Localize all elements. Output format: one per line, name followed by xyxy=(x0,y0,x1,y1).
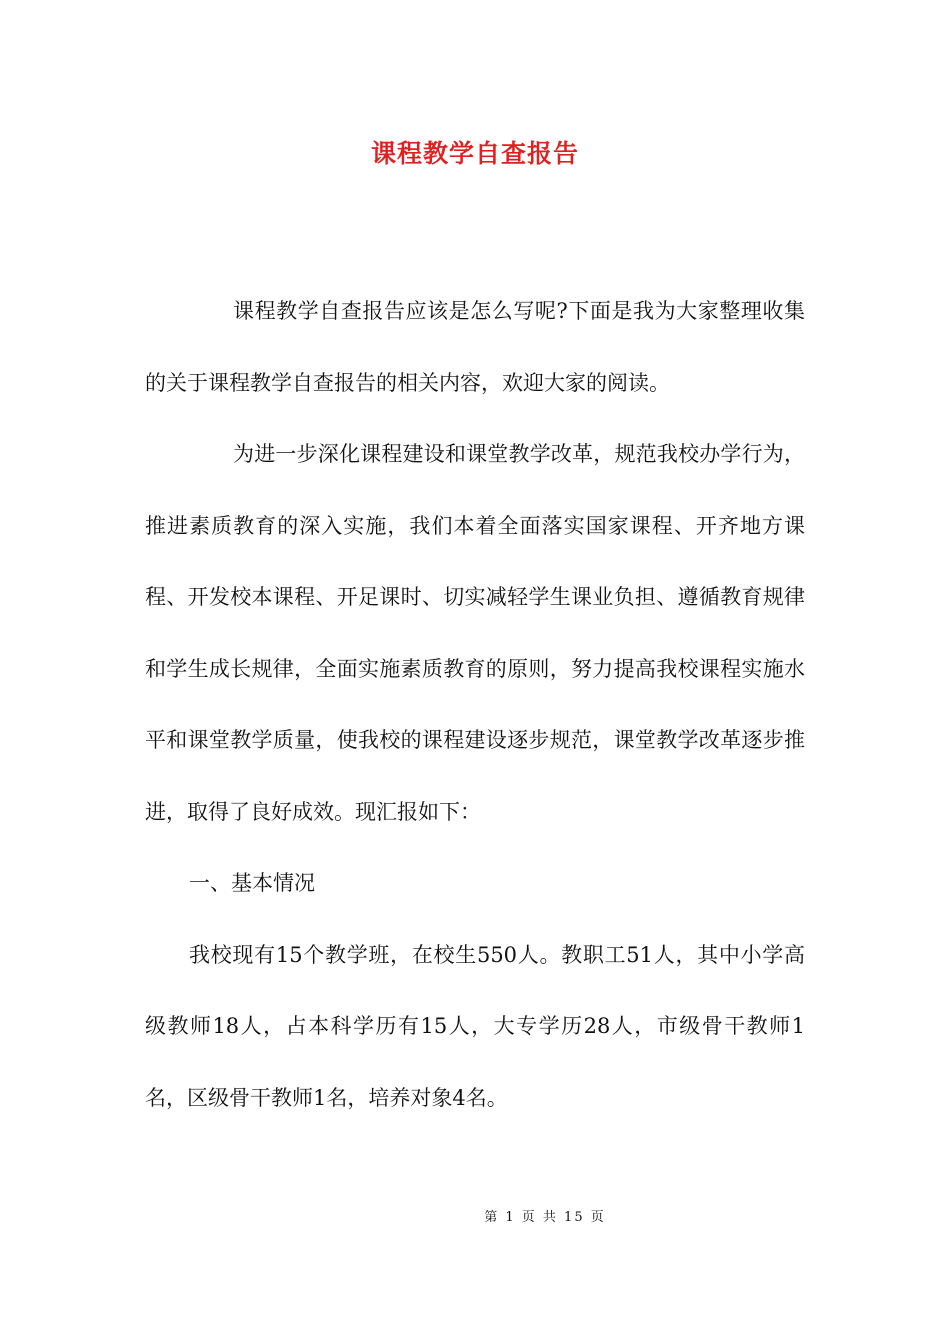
page-number: 第 1 页 共 15 页 xyxy=(484,1210,606,1225)
document-body xyxy=(145,276,805,1134)
basic-info-paragraph: 我校现有15个教学班，在校生550人。教职工51人，其中小学高级教师18人，占本科学历有15人，大专学历28人，市级骨干教师1名，区级骨干教师1名，培养对象4名。 xyxy=(145,942,805,1110)
section-heading: 一、基本情况 xyxy=(189,871,315,895)
purpose-paragraph: 为进一步深化课程建设和课堂教学改革，规范我校办学行为，推进素质教育的深入实施，我们本着全面落实国家课程、开齐地方课程、开发校本课程、开足课时、切实减轻学生课业负担、遵循教育规律和学生成长规律，全面实施素质教育的原则，努力提高我校课程实施水平和课堂教学质量，使我校的课程建设逐步规范，课堂教学改革逐步推进，取得了良好成效。现汇报如下： xyxy=(145,442,805,824)
intro-paragraph: 课程教学自查报告应该是怎么写呢?下面是我为大家整理收集的关于课程教学自查报告的相关内容，欢迎大家的阅读。 xyxy=(145,299,805,395)
document-title: 课程教学自查报告 xyxy=(370,139,579,168)
